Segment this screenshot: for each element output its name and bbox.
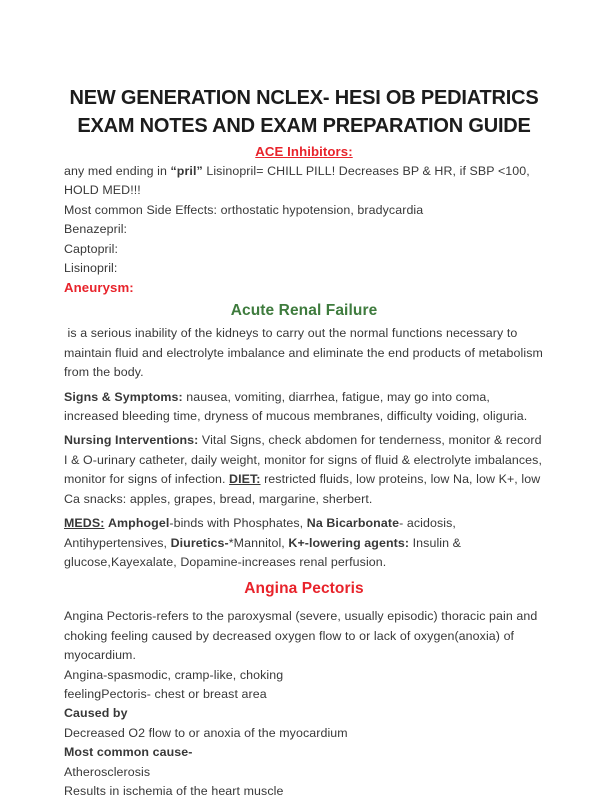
text-segment: Lisinopril= CHILL PILL! Decreases BP & HR, if SBP <100, HOLD MED!!! xyxy=(64,164,530,198)
text-segment: Benazepril: xyxy=(64,222,128,237)
text-segment: K+-lowering agents: xyxy=(288,535,410,550)
text-segment: - acidosis, Antihypertensives, xyxy=(64,516,456,550)
text-segment: any med ending in xyxy=(64,164,171,178)
text-segment: Lisinopril: xyxy=(64,261,118,276)
text-segment: Aneurysm: xyxy=(64,280,134,296)
text-segment: Atherosclerosis xyxy=(64,764,151,779)
text-segment: *Mannitol, xyxy=(228,535,289,550)
text-segment: Angina Pectoris-refers to the paroxysmal (severe, usually episodic) thoracic pain and choking feeling caused by decreased oxygen flow to or lack of oxygen(anoxia) of myocardium. xyxy=(64,609,538,663)
line-caused-by xyxy=(64,704,544,723)
document-title-line: EXAM NOTES AND EXAM PREPARATION GUIDE xyxy=(77,115,531,137)
text-segment: restricted fluids, low proteins, low Na, low K+, low Ca snacks: apples, grapes, bread, margarine, sherbert. xyxy=(64,472,541,506)
paragraph-meds xyxy=(64,514,544,572)
paragraph-angina-definition xyxy=(64,607,544,665)
line-atherosclerosis xyxy=(64,763,544,782)
heading-aneurysm xyxy=(64,278,544,298)
text-segment: Na Bicarbonate xyxy=(306,516,400,531)
line-feeling-pectoris xyxy=(64,685,544,704)
text-segment: Captopril: xyxy=(64,241,119,256)
text-segment: Caused by xyxy=(64,706,128,721)
text-segment: Angina Pectoris xyxy=(244,580,364,598)
text-segment: Amphogel xyxy=(107,516,170,531)
text-segment: nausea, vomiting, diarrhea, fatigue, may go into coma, increased bleeding time, dryness of mucous membranes, difficulty voiding, oliguria. xyxy=(64,389,528,424)
line-angina-spasmodic xyxy=(64,666,544,685)
line-captopril xyxy=(64,240,544,259)
paragraph-nursing-interventions xyxy=(64,431,544,509)
line-most-common-cause xyxy=(64,743,544,762)
text-segment: Decreased O2 flow to or anoxia of the myocardium xyxy=(64,725,348,740)
heading-ace-inhibitors xyxy=(64,142,544,162)
text-segment: Results in ischemia of the heart muscle xyxy=(64,783,284,798)
paragraph-ace-pril xyxy=(64,162,544,201)
line-side-effects xyxy=(64,201,544,220)
text-segment: Vital Signs, check abdomen for tenderness, monitor & record I & O-urinary catheter, daily weight, monitor for signs of fluid & electrolyte imbalances, monitor for signs of infection. xyxy=(64,433,542,487)
document-content xyxy=(64,84,544,800)
text-segment: is a serious inability of the kidneys to carry out the normal functions necessary to maintain fluid and electrolyte imbalance and eliminate the end products of metabolism from the body. xyxy=(64,326,543,380)
text-segment: Diuretics- xyxy=(170,535,229,550)
line-results-ischemia xyxy=(64,782,544,800)
paragraph-signs-symptoms xyxy=(64,388,544,427)
text-segment: ACE Inhibitors: xyxy=(255,144,353,159)
text-segment: Nursing Interventions: xyxy=(64,433,199,448)
line-lisinopril xyxy=(64,259,544,278)
document-title xyxy=(64,84,544,140)
line-decreased-o2 xyxy=(64,724,544,743)
line-benazepril xyxy=(64,220,544,239)
document-title-line: NEW GENERATION NCLEX- HESI OB PEDIATRICS xyxy=(69,87,539,109)
text-segment: DIET: xyxy=(229,472,261,487)
text-segment: -binds with Phosphates, xyxy=(169,516,307,531)
text-segment: feelingPectoris- chest or breast area xyxy=(64,686,267,701)
heading-acute-renal-failure xyxy=(64,299,544,322)
text-segment: MEDS: xyxy=(64,516,105,531)
paragraph-arf-definition xyxy=(64,324,544,382)
text-segment: Signs & Symptoms: xyxy=(64,389,183,404)
text-segment: Acute Renal Failure xyxy=(230,302,378,320)
text-segment: “pril” xyxy=(170,164,203,178)
text-segment: Most common cause- xyxy=(64,745,193,760)
text-segment: Angina-spasmodic, cramp-like, choking xyxy=(64,667,284,682)
heading-angina-pectoris xyxy=(64,577,544,600)
text-segment: Most common Side Effects: orthostatic hypotension, bradycardia xyxy=(64,202,424,217)
text-segment: Insulin & glucose,Kayexalate, Dopamine-increases renal perfusion. xyxy=(64,535,462,569)
